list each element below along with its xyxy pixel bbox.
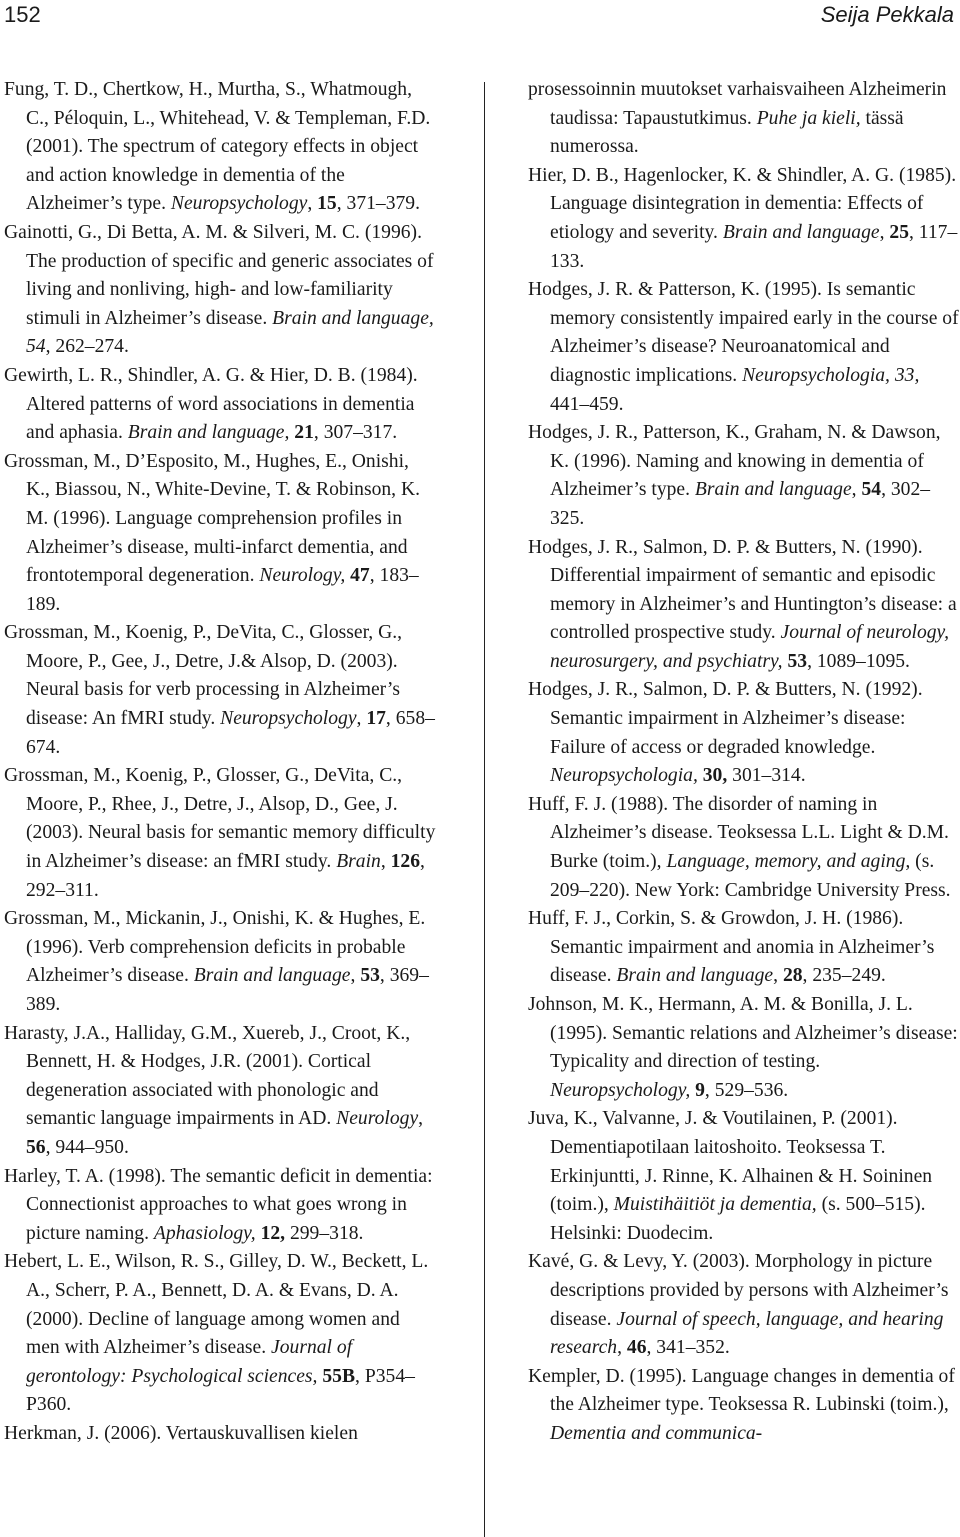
reference-volume: 55B bbox=[322, 1365, 356, 1387]
reference-text: Johnson, M. K., Hermann, A. M. & Bonilla, J. L. (1995). Semantic relations and Alzheimer’s disease: Typicality and direction of testing. bbox=[528, 994, 958, 1073]
reference-entry bbox=[528, 1248, 960, 1362]
reference-volume: 30, bbox=[702, 765, 728, 787]
reference-text: Hier, D. B., Hagenlocker, K. & Shindler, A. G. (1985). Language disintegration in dementia: Effects of etiology and severity. bbox=[528, 164, 957, 243]
reference-source-title: Brain and language, bbox=[127, 422, 290, 444]
reference-text: Huff, F. J., Corkin, S. & Growdon, J. H. (1986). Semantic impairment and anomia in Alzheimer’s disease. bbox=[528, 908, 935, 987]
reference-text: Fung, T. D., Chertkow, H., Murtha, S., Whatmough, C., Péloquin, L., Whitehead, V. & Templeman, F.D. (2001). The spectrum of category effects in object and action knowledge in dementia of the Alzheimer’s type. bbox=[4, 79, 431, 215]
reference-text: 441–459. bbox=[550, 393, 624, 415]
reference-volume: 46 bbox=[626, 1337, 647, 1359]
reference-entry bbox=[528, 162, 960, 276]
reference-source-title: Neuropsychology bbox=[170, 193, 308, 215]
reference-text: Gainotti, G., Di Betta, A. M. & Silveri, M. C. (1996). The production of specific and generic associates of living and nonliving, high- and low-familiarity stimuli in Alzheimer’s disease. bbox=[4, 221, 434, 329]
reference-volume: 12, bbox=[260, 1222, 286, 1244]
reference-entry bbox=[4, 1420, 436, 1449]
reference-entry bbox=[4, 76, 436, 219]
reference-text: , 183–189. bbox=[26, 565, 419, 615]
page-number: 152 bbox=[4, 2, 41, 27]
reference-text: , 658–674. bbox=[26, 708, 435, 758]
column-divider bbox=[484, 82, 485, 1537]
reference-text: , bbox=[879, 221, 890, 243]
reference-entry bbox=[4, 905, 436, 1019]
reference-text: Gewirth, L. R., Shindler, A. G. & Hier, D. B. (1984). Altered patterns of word associations in dementia and aphasia. bbox=[4, 364, 418, 444]
reference-entry bbox=[528, 534, 960, 677]
reference-volume: 47 bbox=[350, 565, 370, 587]
reference-volume: 17 bbox=[366, 708, 386, 730]
reference-source-title: Brain and language bbox=[193, 965, 351, 987]
reference-entry bbox=[4, 1248, 436, 1420]
reference-text: Harasty, J.A., Halliday, G.M., Xuereb, J., Croot, K., Bennett, H. & Hodges, J.R. (2001). Cortical degeneration associated with phonologic and semantic language impairments in AD. bbox=[4, 1022, 411, 1130]
reference-text: , 529–536. bbox=[704, 1079, 789, 1101]
reference-source-title: Brain and language bbox=[616, 965, 774, 987]
reference-source-title: Brain and language, 54 bbox=[26, 307, 434, 358]
reference-text: , 944–950. bbox=[45, 1136, 129, 1158]
reference-volume: 54 bbox=[861, 479, 882, 501]
reference-text: Grossman, M., D’Esposito, M., Hughes, E., Onishi, K., Biassou, N., White-Devine, T. & Robinson, K. M. (1996). Language comprehension profiles in Alzheimer’s disease, multi-infarct dementia, and frontotemporal degeneration. bbox=[4, 450, 421, 587]
reference-entry bbox=[4, 1163, 436, 1249]
reference-text: , bbox=[617, 1337, 627, 1359]
reference-text: Juva, K., Valvanne, J. & Voutilainen, P. (2001). Dementiapotilaan laitoshoito. Teoksessa T. Erkinjuntti, J. Rinne, K. Alhainen & H. Soininen (toim.), bbox=[528, 1108, 933, 1216]
reference-text: prosessoinnin muutokset varhaisvaiheen Alzheimerin taudissa: Tapaustutkimus. bbox=[528, 79, 947, 129]
reference-entry bbox=[528, 676, 960, 790]
reference-volume: 15 bbox=[317, 193, 337, 215]
reference-text: Hodges, J. R. & Patterson, K. (1995). Is semantic memory consistently impaired early in the course of Alzheimer’s disease? Neuroanatomical and diagnostic implications. bbox=[528, 279, 959, 386]
reference-source-title: Journal of gerontology: Psychological sciences, bbox=[26, 1337, 353, 1387]
reference-text: , 235–249. bbox=[802, 965, 886, 987]
reference-source-title: Aphasiology, bbox=[153, 1222, 256, 1244]
reference-text: , 371–379. bbox=[336, 193, 420, 215]
reference-entry bbox=[4, 219, 436, 362]
reference-text: Grossman, M., Koenig, P., Glosser, G., DeVita, C., Moore, P., Rhee, J., Detre, J., Alsop, D., Gee, J. (2003). Neural basis for semantic memory difficulty in Alzheimer’s disease: an fMRI study. bbox=[4, 765, 436, 873]
reference-text: Herkman, J. (2006). Vertauskuvallisen kielen bbox=[4, 1422, 358, 1444]
reference-text: Harley, T. A. (1998). The semantic deficit in dementia: Connectionist approaches to what goes wrong in picture naming. bbox=[4, 1165, 433, 1244]
reference-text: , 1089–1095. bbox=[807, 650, 910, 672]
reference-text: Hodges, J. R., Salmon, D. P. & Butters, N. (1990). Differential impairment of semantic and episodic memory in Alzheimer’s and Huntington’s disease: a controlled prospective study. bbox=[528, 536, 957, 644]
reference-text: Hebert, L. E., Wilson, R. S., Gilley, D. W., Beckett, L. A., Scherr, P. A., Bennett, D. A. & Evans, D. A. (2000). Decline of language among women and men with Alzheimer’s disease. bbox=[4, 1251, 429, 1359]
reference-source-title: Neuropsychologia, 33, bbox=[742, 364, 920, 386]
reference-entry bbox=[4, 762, 436, 905]
reference-entry bbox=[528, 1105, 960, 1248]
reference-entry bbox=[528, 905, 960, 991]
reference-text: , bbox=[350, 965, 361, 987]
reference-volume: 25 bbox=[889, 221, 909, 243]
reference-text: , bbox=[307, 193, 318, 215]
reference-volume: 28 bbox=[782, 965, 803, 987]
reference-source-title: Neurology bbox=[336, 1108, 419, 1130]
reference-text: , 341–352. bbox=[646, 1337, 730, 1359]
reference-text: 301–314. bbox=[727, 765, 806, 787]
reference-text: Grossman, M., Koenig, P., DeVita, C., Glosser, G., Moore, P., Gee, J., Detre, J.& Alsop, D. (2003). Neural basis for verb processing in Alzheimer’s disease: An fMRI study. bbox=[4, 622, 403, 730]
reference-text: , 262–274. bbox=[45, 336, 129, 358]
reference-text: Hodges, J. R., Patterson, K., Graham, N. & Dawson, K. (1996). Naming and knowing in dementia of Alzheimer’s type. bbox=[528, 422, 941, 501]
reference-text: , bbox=[356, 708, 367, 730]
reference-text: Hodges, J. R., Salmon, D. P. & Butters, N. (1992). Semantic impairment in Alzheimer’s disease: Failure of access or degraded knowledge. bbox=[528, 679, 923, 758]
reference-text: Kempler, D. (1995). Language changes in dementia of the Alzheimer type. Teoksessa R. Lubinski (toim.), bbox=[528, 1365, 955, 1416]
reference-source-title: Neuropsychology, bbox=[550, 1079, 691, 1101]
reference-volume: 21 bbox=[294, 422, 314, 444]
reference-text: , 292–311. bbox=[26, 851, 425, 901]
reference-volume: 9 bbox=[695, 1079, 705, 1101]
reference-source-title: Journal of neurology, neurosurgery, and psychiatry, bbox=[550, 622, 950, 672]
reference-entry bbox=[528, 419, 960, 533]
reference-text: Grossman, M., Mickanin, J., Onishi, K. & Hughes, E. (1996). Verb comprehension deficits in probable Alzheimer’s disease. bbox=[4, 908, 426, 987]
reference-column-right bbox=[528, 76, 960, 1449]
reference-volume: 56 bbox=[26, 1136, 46, 1158]
reference-text: 299–318. bbox=[285, 1222, 364, 1244]
reference-source-title: Puhe ja kieli, bbox=[756, 107, 861, 129]
reference-text: , bbox=[380, 851, 391, 873]
reference-text: Huff, F. J. (1988). The disorder of naming in Alzheimer’s disease. Teoksessa L.L. Light & D.M. Burke (toim.), bbox=[528, 793, 949, 873]
reference-entry bbox=[528, 76, 960, 162]
reference-source-title: Language, memory, and aging, bbox=[666, 851, 911, 873]
reference-entry bbox=[4, 619, 436, 762]
reference-text: , 369–389. bbox=[26, 965, 429, 1015]
reference-source-title: Muistihäitiöt ja dementia, bbox=[613, 1194, 817, 1216]
reference-text: Kavé, G. & Levy, Y. (2003). Morphology in picture descriptions provided by persons with Alzheimer’s disease. bbox=[528, 1251, 949, 1330]
reference-entry bbox=[528, 1363, 960, 1449]
reference-entry bbox=[528, 276, 960, 419]
reference-source-title: Neuropsychologia, bbox=[550, 765, 698, 787]
reference-source-title: Neuropsychology bbox=[220, 708, 357, 730]
reference-entry bbox=[528, 791, 960, 905]
reference-source-title: Dementia and communica- bbox=[550, 1422, 763, 1444]
reference-text: , 307–317. bbox=[313, 422, 398, 444]
reference-source-title: Journal of speech, language, and hearing research bbox=[550, 1308, 944, 1359]
reference-column-left bbox=[4, 76, 436, 1449]
reference-text: tässä numerossa. bbox=[550, 107, 904, 158]
reference-text: , 302–325. bbox=[550, 479, 931, 529]
reference-volume: 53 bbox=[360, 965, 380, 987]
reference-volume: 53 bbox=[787, 650, 808, 672]
reference-source-title: Brain and language bbox=[694, 479, 852, 501]
reference-volume: 126 bbox=[390, 851, 421, 873]
reference-text: (s. 500–515). Helsinki: Duodecim. bbox=[550, 1194, 926, 1244]
reference-text: (s. 209–220). New York: Cambridge University Press. bbox=[550, 851, 951, 901]
reference-text: , bbox=[773, 965, 783, 987]
reference-entry bbox=[4, 448, 436, 620]
reference-entry bbox=[528, 991, 960, 1105]
reference-source-title: Brain bbox=[336, 851, 381, 873]
reference-entry bbox=[4, 362, 436, 448]
reference-source-title: Neurology, bbox=[259, 565, 346, 587]
reference-text: , bbox=[418, 1108, 424, 1130]
reference-source-title: Brain and language bbox=[722, 221, 880, 243]
reference-text: , bbox=[851, 479, 862, 501]
reference-text: , 117–133. bbox=[550, 221, 958, 272]
reference-text: , P354–P360. bbox=[26, 1365, 415, 1416]
reference-entry bbox=[4, 1020, 436, 1163]
running-head: Seija Pekkala bbox=[820, 2, 954, 27]
